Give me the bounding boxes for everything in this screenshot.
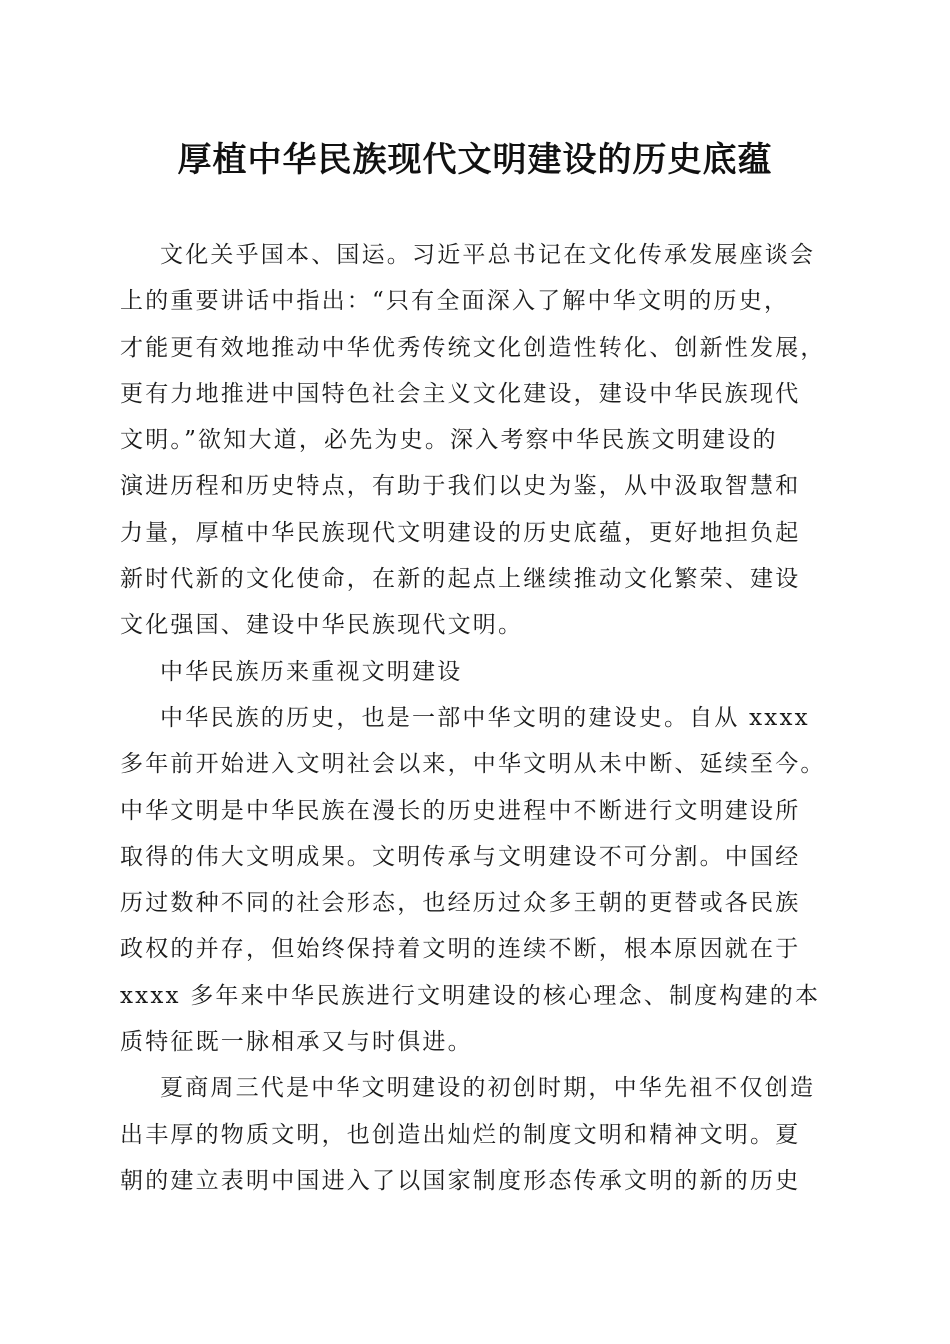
text-line: 质特征既一脉相承又与时俱进。: [120, 1029, 473, 1056]
text-line: 新时代新的文化使命，在新的起点上继续推动文化繁荣、建设: [120, 566, 801, 593]
text-line: 才能更有效地推动中华优秀传统文化创造性转化、创新性发展，: [120, 334, 826, 361]
heading-line: 中华民族历来重视文明建设: [160, 658, 463, 685]
text-line: xxxx 多年来中华民族进行文明建设的核心理念、制度构建的本: [120, 982, 821, 1009]
text-line: 文化强国、建设中华民族现代文明。: [120, 612, 524, 639]
text-line: 中华文明是中华民族在漫长的历史进程中不断进行文明建设所: [120, 797, 801, 824]
text-line: 历过数种不同的社会形态，也经历过众多王朝的更替或各民族: [120, 890, 801, 917]
section-heading: [120, 649, 830, 695]
text-line: 演进历程和历史特点，有助于我们以史为鉴，从中汲取智慧和: [120, 473, 801, 500]
text-line: 中华民族的历史，也是一部中华文明的建设史。自从 xxxx: [160, 704, 810, 731]
text-line: 取得的伟大文明成果。文明传承与文明建设不可分割。中国经: [120, 843, 801, 870]
text-line: 朝的建立表明中国进入了以国家制度形态传承文明的新的历史: [120, 1167, 801, 1194]
text-line: 政权的并存，但始终保持着文明的连续不断，根本原因就在于: [120, 936, 801, 963]
text-line: 文明。”欲知大道，必先为史。深入考察中华民族文明建设的: [120, 427, 778, 454]
text-line: 上的重要讲话中指出：“只有全面深入了解中华文明的历史，: [120, 288, 790, 315]
paragraph-history: [120, 695, 830, 1065]
text-line: 文化关乎国本、国运。习近平总书记在文化传承发展座谈会: [160, 242, 816, 268]
paragraph-intro: [120, 232, 830, 649]
document-title: 厚植中华民族现代文明建设的历史底蕴: [177, 140, 773, 180]
text-line: 更有力地推进中国特色社会主义文化建设，建设中华民族现代: [120, 380, 801, 407]
text-line: 夏商周三代是中华文明建设的初创时期，中华先祖不仅创造: [160, 1075, 816, 1102]
document-body: [120, 232, 830, 1204]
text-line: 力量，厚植中华民族现代文明建设的历史底蕴，更好地担负起: [120, 519, 801, 546]
text-line: 出丰厚的物质文明，也创造出灿烂的制度文明和精神文明。夏: [120, 1121, 801, 1148]
text-line: 多年前开始进入文明社会以来，中华文明从未中断、延续至今。: [120, 751, 826, 778]
paragraph-xia-shang-zhou: [120, 1065, 830, 1204]
